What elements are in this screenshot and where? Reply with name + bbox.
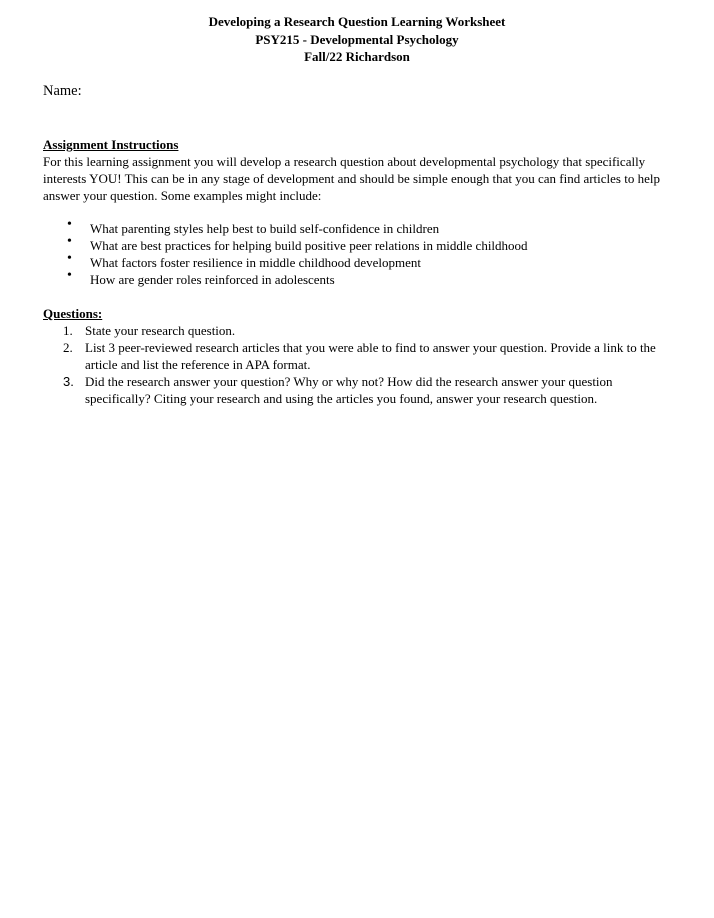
course-name: PSY215 - Developmental Psychology bbox=[255, 32, 459, 47]
question-text: List 3 peer-reviewed research articles that you were able to find to answer your question. Provide a link to the article and list the reference in APA format. bbox=[85, 340, 656, 372]
bullet-icon: • bbox=[67, 217, 72, 232]
question-item bbox=[0, 373, 714, 407]
question-number: 3. bbox=[63, 374, 74, 389]
list-item bbox=[0, 236, 714, 253]
question-item bbox=[0, 322, 714, 339]
example-text: How are gender roles reinforced in adolescents bbox=[90, 272, 335, 287]
term-instructor: Fall/22 Richardson bbox=[304, 49, 410, 64]
example-text: What are best practices for helping build positive peer relations in middle childhood bbox=[90, 238, 528, 253]
question-number: 2. bbox=[63, 340, 73, 355]
bullet-icon: • bbox=[67, 268, 72, 283]
examples-list bbox=[0, 219, 714, 287]
name-label: Name: bbox=[43, 83, 82, 99]
question-text: Did the research answer your question? Why or why not? How did the research answer your question specifically? Citing your research and using the articles you found, answer your research question. bbox=[85, 374, 613, 406]
questions-heading: Questions: bbox=[43, 306, 103, 321]
list-item bbox=[0, 270, 714, 287]
questions-list bbox=[0, 322, 714, 407]
document-title: Developing a Research Question Learning Worksheet bbox=[208, 14, 506, 29]
question-item bbox=[0, 339, 714, 373]
list-item bbox=[0, 253, 714, 270]
bullet-icon: • bbox=[67, 234, 72, 249]
instructions-heading: Assignment Instructions bbox=[43, 137, 179, 152]
instructions-paragraph: For this learning assignment you will develop a research question about developmental psychology that specifically interests YOU! This can be in any stage of development and should be simple enough that you can find articles to help answer your question. Some examples might include: bbox=[43, 154, 660, 203]
example-text: What parenting styles help best to build self-confidence in children bbox=[90, 221, 440, 236]
list-item bbox=[0, 219, 714, 236]
example-text: What factors foster resilience in middle childhood development bbox=[90, 255, 422, 270]
question-number: 1. bbox=[63, 323, 73, 338]
question-text: State your research question. bbox=[85, 323, 236, 338]
bullet-icon: • bbox=[67, 251, 72, 266]
